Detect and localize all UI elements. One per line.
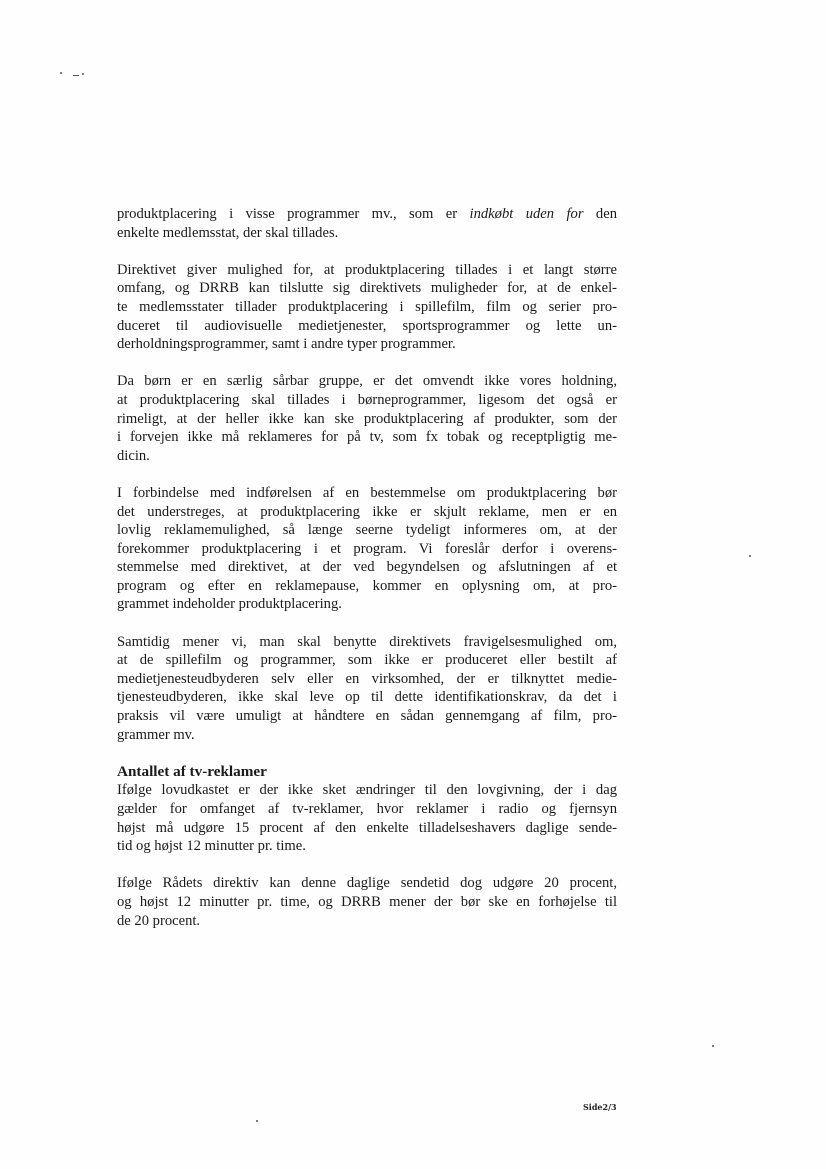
text-run: stemmelse med direktivet, at der ved begyndelsen og afslutningen af et — [117, 559, 617, 576]
text-run: at produktplacering skal tillades i børneprogrammer, ligesom det også er — [117, 391, 617, 408]
text-run: omfang, og DRRB kan tilslutte sig direktivets muligheder for, at de enkel- — [117, 280, 617, 297]
text-run: program og efter en reklamepause, kommer en oplysning om, at pro- — [117, 577, 617, 594]
text-run: derholdningsprogrammer, samt i andre typer programmer. — [117, 336, 456, 353]
text-run: i forvejen ikke må reklameres for på tv, som fx tobak og receptpligtig me- — [117, 429, 617, 446]
text-run: tjenesteudbyderen, ikke skal leve op til dette identifikationskrav, da det i — [117, 689, 617, 706]
text-line — [117, 837, 617, 856]
text-run: det understreges, at produktplacering ikke er skjult reklame, men er en — [117, 503, 617, 520]
text-run: tid og højst 12 minutter pr. time. — [117, 838, 306, 855]
paragraph — [117, 633, 617, 745]
text-line — [117, 335, 617, 354]
text-line — [117, 298, 617, 317]
text-line — [117, 577, 617, 596]
text-run: dicin. — [117, 447, 150, 464]
text-run: forekommer produktplacering i et program. Vi foreslår derfor i overens- — [117, 540, 617, 557]
text-line — [117, 317, 617, 336]
scan-speck — [256, 1120, 258, 1122]
page-number: Side2/3 — [583, 1102, 617, 1112]
text-run: den — [583, 206, 617, 222]
text-run: Samtidig mener vi, man skal benytte direktivets fravigelsesmulighed om, — [117, 633, 617, 650]
text-run: og højst 12 minutter pr. time, og DRRB mener der bør ske en forhøjelse til — [117, 893, 617, 910]
text-line — [117, 558, 617, 577]
section-heading: Antallet af tv-reklamer — [117, 762, 267, 780]
text-run: grammer mv. — [117, 726, 195, 743]
paragraph — [117, 484, 617, 614]
text-run: grammet indeholder produktplacering. — [117, 596, 342, 613]
scan-speck — [73, 75, 79, 76]
text-line — [117, 484, 617, 503]
text-line — [117, 391, 617, 410]
document-body — [117, 205, 617, 949]
text-run: de 20 procent. — [117, 912, 201, 929]
paragraph — [117, 372, 617, 465]
text-run: Da børn er en særlig sårbar gruppe, er det omvendt ikke vores holdning, — [117, 373, 617, 390]
text-line — [117, 707, 617, 726]
text-run: praksis vil være umuligt at håndtere en sådan gennemgang af film, pro- — [117, 708, 617, 725]
text-run: Direktivet giver mulighed for, at produktplacering tillades i et langt større — [117, 261, 617, 278]
text-line — [117, 205, 617, 224]
text-line — [117, 447, 617, 466]
text-run: produktplacering i visse programmer mv., som er — [117, 206, 470, 222]
text-run: duceret til audiovisuelle medietjenester, sportsprogrammer og lette un- — [117, 317, 617, 334]
paragraph — [117, 763, 617, 856]
italic-text: indkøbt uden for — [469, 206, 584, 222]
text-run: højst må udgøre 15 procent af den enkelte tilladelseshavers daglige sende- — [117, 819, 617, 836]
text-line — [117, 819, 617, 838]
text-line — [117, 521, 617, 540]
text-line — [117, 428, 617, 447]
paragraph — [117, 205, 617, 242]
text-line — [117, 503, 617, 522]
text-line — [117, 540, 617, 559]
text-run: rimeligt, at der heller ikke kan ske produktplacering af produkter, som der — [117, 410, 617, 427]
text-line — [117, 874, 617, 893]
text-run: medietjenesteudbyderen selv eller en virksomhed, der er tilknyttet medie- — [117, 670, 617, 687]
text-line — [117, 726, 617, 745]
text-line — [117, 670, 617, 689]
scan-speck — [749, 555, 751, 557]
text-line — [117, 633, 617, 652]
text-run: I forbindelse med indførelsen af en bestemmelse om produktplacering bør — [117, 484, 617, 501]
text-line — [117, 651, 617, 670]
paragraph — [117, 261, 617, 354]
text-line — [117, 688, 617, 707]
text-run: at de spillefilm og programmer, som ikke er produceret eller bestilt af — [117, 652, 617, 669]
text-line — [117, 800, 617, 819]
text-run: te medlemsstater tillader produktplacering i spillefilm, film og serier pro- — [117, 298, 617, 315]
text-line — [117, 372, 617, 391]
text-line — [117, 279, 617, 298]
text-line — [117, 893, 617, 912]
scan-speck — [60, 72, 62, 74]
text-line — [117, 595, 617, 614]
scan-speck — [712, 1045, 714, 1047]
text-run: Ifølge Rådets direktiv kan denne daglige sendetid dog udgøre 20 procent, — [117, 875, 617, 892]
text-run: Ifølge lovudkastet er der ikke sket ændringer til den lovgivning, der i dag — [117, 782, 617, 799]
paragraph — [117, 874, 617, 930]
text-line — [117, 781, 617, 800]
text-line — [117, 912, 617, 931]
text-line — [117, 261, 617, 280]
scan-speck — [82, 73, 84, 75]
text-line — [117, 410, 617, 429]
text-line — [117, 224, 617, 243]
text-run: enkelte medlemsstat, der skal tillades. — [117, 224, 339, 241]
text-run: lovlig reklamemulighed, så længe seerne tydeligt informeres om, at der — [117, 522, 617, 539]
text-run: gælder for omfanget af tv-reklamer, hvor reklamer i radio og fjernsyn — [117, 801, 617, 817]
